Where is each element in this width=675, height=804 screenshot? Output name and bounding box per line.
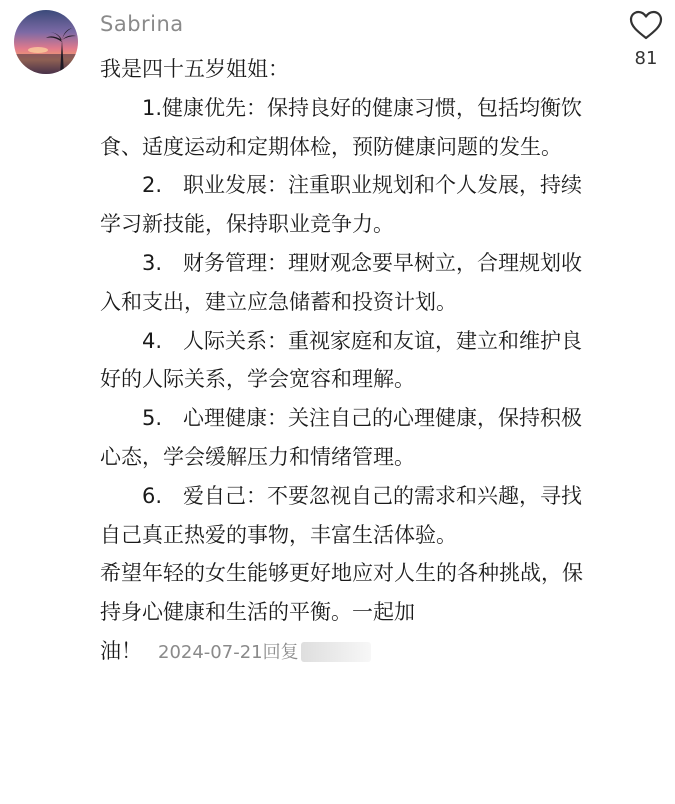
username[interactable]: Sabrina (100, 12, 184, 36)
item-number: 3. (142, 250, 184, 275)
item-number: 1. (142, 95, 163, 120)
comment-intro: 我是四十五岁姐姐： (100, 57, 289, 81)
list-item (100, 322, 590, 400)
item-number: 2. (142, 173, 184, 198)
list-item (100, 89, 590, 167)
item-text: 人际关系：重视家庭和友谊，建立和维护良好的人际关系，学会宽容和理解。 (100, 328, 583, 392)
watermark (301, 642, 371, 662)
item-text: 心理健康：关注自己的心理健康，保持积极心态，学会缓解压力和情绪管理。 (100, 406, 583, 469)
item-text: 职业发展：注重职业规划和个人发展，持续学习新技能，保持职业竞争力。 (100, 173, 583, 237)
comment-timestamp: 2024-07-21 (158, 641, 263, 663)
like-button[interactable] (624, 10, 668, 69)
item-number: 5. (142, 406, 184, 431)
list-item (100, 477, 590, 555)
list-item (100, 399, 590, 477)
closing-text: 希望年轻的女生能够更好地应对人生的各种挑战，保持身心健康和生活的平衡。一起加 (100, 561, 583, 625)
avatar[interactable] (14, 10, 78, 74)
like-count: 81 (634, 48, 658, 69)
closing-text-end: 油！ (100, 638, 142, 663)
item-number: 6. (142, 483, 184, 508)
comment-closing (100, 554, 590, 672)
item-text: 财务管理：理财观念要早树立，合理规划收入和支出，建立应急储蓄和投资计划。 (100, 250, 583, 314)
heart-outline-icon[interactable] (629, 10, 663, 40)
item-text: 健康优先：保持良好的健康习惯，包括均衡饮食、适度运动和定期体检，预防健康问题的发生。 (100, 95, 583, 159)
reply-button[interactable]: 回复 (262, 641, 299, 663)
item-number: 4. (142, 328, 184, 353)
list-item (100, 244, 590, 322)
list-item (100, 166, 590, 244)
item-text: 爱自己：不要忽视自己的需求和兴趣，寻找自己真正热爱的事物，丰富生活体验。 (100, 483, 583, 547)
comment-body (100, 50, 590, 673)
